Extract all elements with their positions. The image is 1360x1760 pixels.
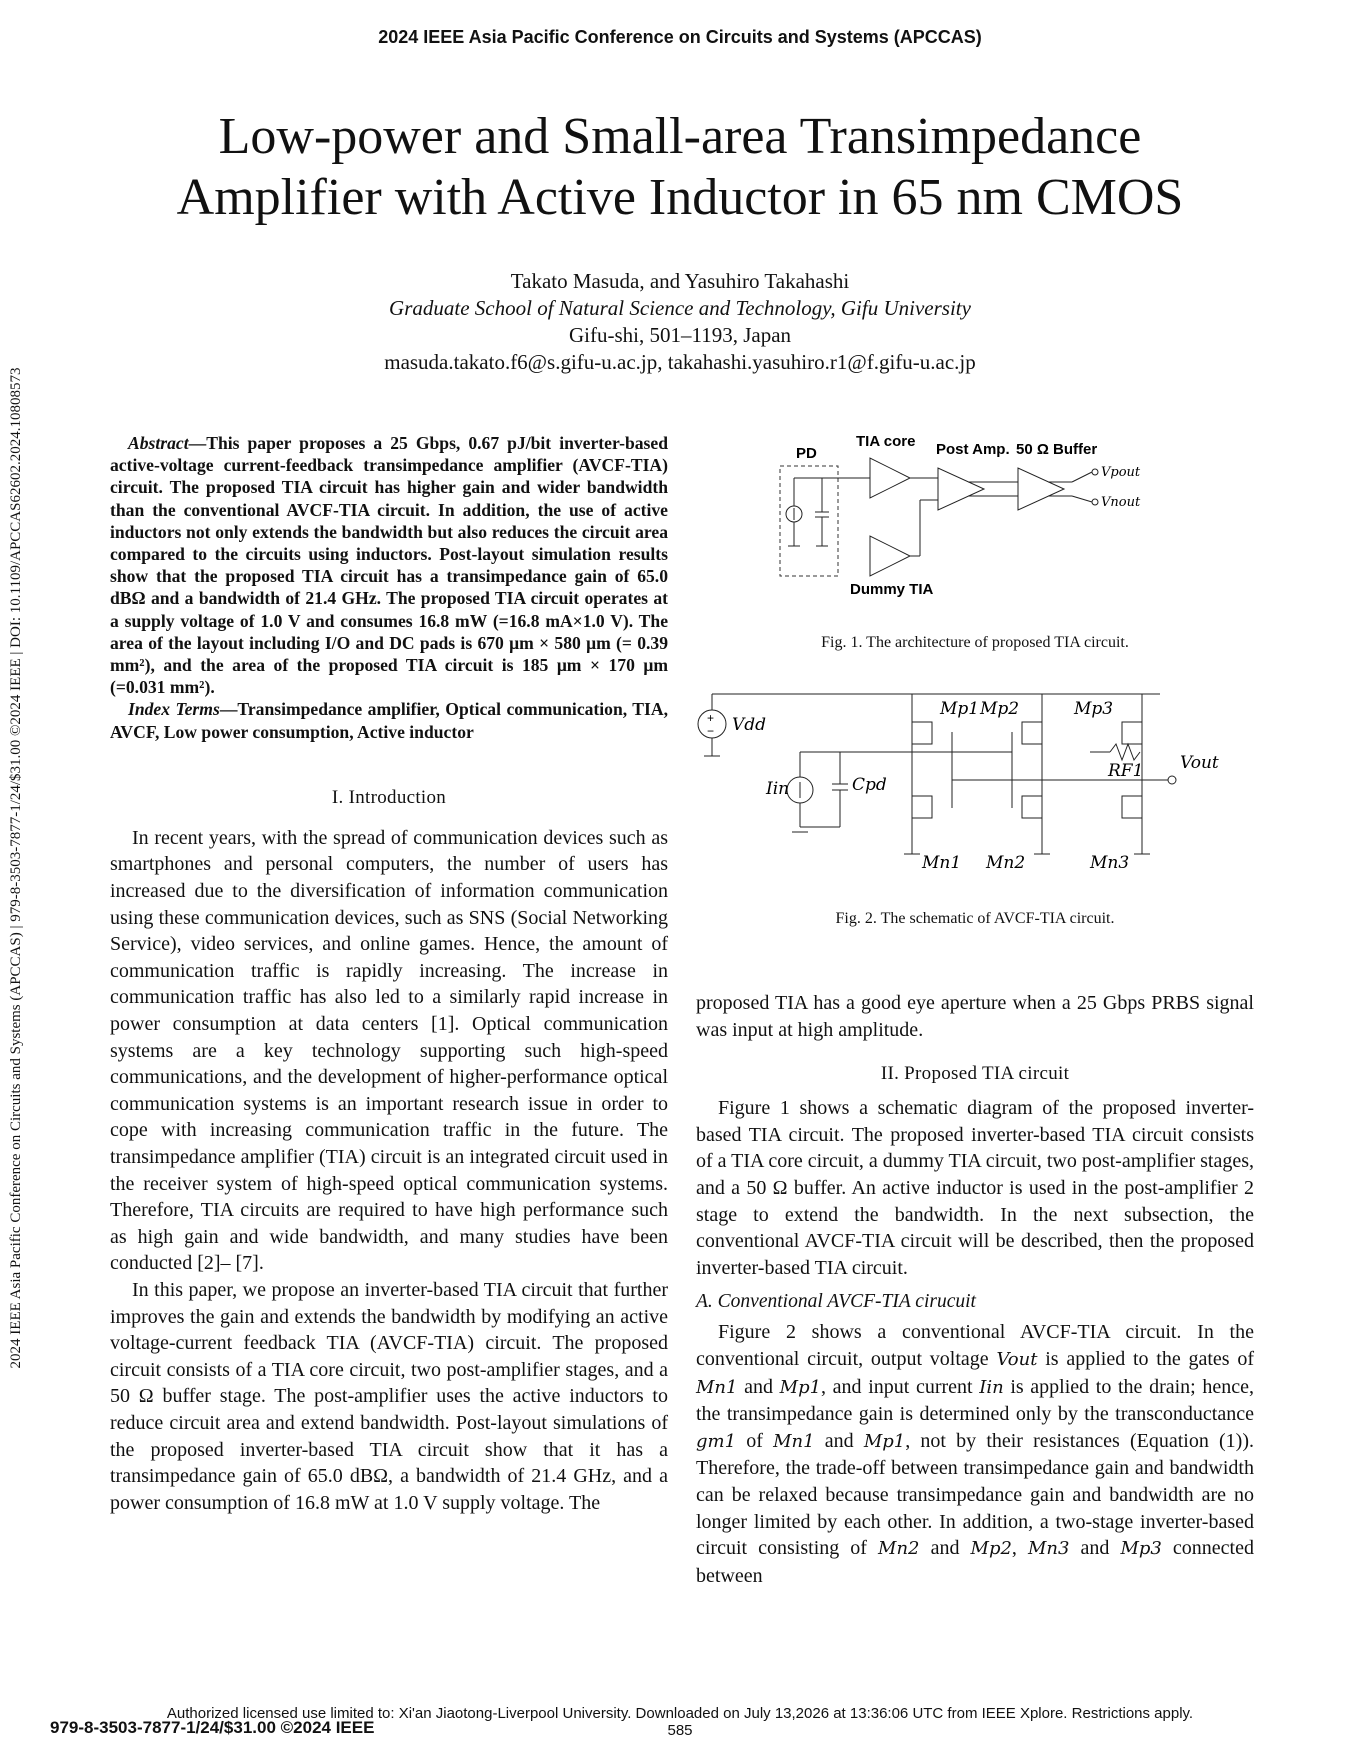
fig1-vnout-label: Vnout xyxy=(1101,495,1141,510)
secA-math-mn1: Mn1 xyxy=(696,1376,738,1398)
intro-paragraph-1: In recent years, with the spread of communication devices such as smartphones and personal computers, the number of users has increased due to the diversification of information communication using these communication devices, such as SNS (Social Networking Service), video services, and online games. Hence, the amount of communication traffic is rapidly increasing. The increase in communication traffic has also led to a similarly rapid increase in power consumption at data centers [1]. Optical communication systems are a key technology supporting such high-speed communications, and the development of higher-performance optical communication systems is an important research issue in order to cope with increasing communication traffic in the future. The transimpedance amplifier (TIA) circuit is an integrated circuit used in the receiver system of high-speed optical communication systems. Therefore, TIA circuits are required to have high performance such as high gain and wide bandwidth, and many studies have been conducted [2]– [7]. xyxy=(110,826,668,1275)
secA-text-3: , and input current xyxy=(821,1375,980,1398)
secA-text-comma: , xyxy=(1011,1537,1028,1560)
intro-paragraph-2: In this paper, we propose an inverter-based TIA circuit that further improves the gain and extends the bandwidth by modifying an active voltage-current feedback TIA (AVCF-TIA) circuit. The proposed circuit consists of a TIA core circuit, two post-amplifier stages, and a 50 Ω buffer stage. The post-amplifier uses the active inductors to reduce circuit area and extend bandwidth. Post-layout simulations of the proposed inverter-based TIA circuit show that it has a transimpedance gain of 65.0 dBΩ, a bandwidth of 21.4 GHz, and a power consumption of 16.8 mW at 1.0 V supply voltage. The xyxy=(110,1278,668,1514)
side-doi-text: 2024 IEEE Asia Pacific Conference on Circuits and Systems (APCCAS) | 979-8-3503-7877-1/24/$31.00 ©2024 IEEE | DOI: 10.1109/APCCAS62602.2024.10808573 xyxy=(8,367,24,1369)
subsection-title-a: A. Conventional AVCF-TIA cirucuit xyxy=(696,1291,976,1313)
figure-2-schematic xyxy=(690,672,1250,882)
tia-core-amplifier-icon xyxy=(870,458,910,498)
secA-math-mp3: Mp3 xyxy=(1120,1538,1162,1560)
vdd-minus-sign: − xyxy=(707,724,715,738)
abstract-label: Abstract xyxy=(128,433,189,453)
section-title-proposed: II. Proposed TIA circuit xyxy=(880,1063,1070,1085)
post-amp-icon xyxy=(938,468,984,510)
secA-text-1: Figure 2 shows a conventional AVCF-TIA circuit. In the conventional circuit, output voltage xyxy=(696,1321,1254,1370)
fig2-mp1-label: Mp1 xyxy=(940,699,980,719)
author-affiliation: Graduate School of Natural Science and Technology, Gifu University xyxy=(389,296,971,320)
secA-math-iin: Iin xyxy=(979,1376,1004,1398)
transistor-mn1-icon xyxy=(912,796,932,818)
secA-text-5: , not by their resistances (Equation (1)). Therefore, the trade-off between transimpedance gain and bandwidth can be relaxed because transimpedance gain and bandwidth are no longer limited by each other. In addition, a two-stage inverter-based circuit consisting of xyxy=(696,1429,1254,1560)
fig2-mp2-label: Mp2 xyxy=(980,699,1020,719)
secA-math-gm1: gm1 xyxy=(696,1430,737,1452)
secA-text-6: connected between xyxy=(696,1537,1254,1587)
secA-text-of: of xyxy=(736,1429,774,1452)
figure-1-architecture xyxy=(760,428,1180,608)
right-paragraph-continued: proposed TIA has a good eye aperture when a 25 Gbps PRBS signal was input at high amplitude. xyxy=(696,992,1254,1041)
index-terms-text: —Transimpedance amplifier, Optical communication, TIA, AVCF, Low power consumption, Active inductor xyxy=(110,699,668,742)
figure-2-caption: Fig. 2. The schematic of AVCF-TIA circuit. xyxy=(835,910,1115,927)
secA-text-4: is applied to the drain; hence, the transimpedance gain is determined only by the transconductance xyxy=(696,1375,1254,1426)
title-line-1: Low-power and Small-area Transimpedance xyxy=(218,108,1142,165)
footer-isbn: 979-8-3503-7877-1/24/$31.00 ©2024 IEEE xyxy=(50,1718,375,1737)
left-column xyxy=(110,432,668,1516)
fig2-mn1-label: Mn1 xyxy=(922,853,962,873)
fig1-dummy-label: Dummy TIA xyxy=(850,581,934,598)
secA-text-and1: and xyxy=(737,1375,780,1398)
secA-text-and4: and xyxy=(1069,1537,1121,1560)
fig1-post-amp-label: Post Amp. xyxy=(936,441,1010,458)
fig2-vout-label: Vout xyxy=(1180,753,1219,773)
resistor-rf1-icon xyxy=(1110,744,1140,760)
conference-header: 2024 IEEE Asia Pacific Conference on Circuits and Systems (APCCAS) xyxy=(378,27,982,47)
author-emails: masuda.takato.f6@s.gifu-u.ac.jp, takahashi.yasuhiro.r1@f.gifu-u.ac.jp xyxy=(384,350,976,374)
author-names: Takato Masuda, and Yasuhiro Takahashi xyxy=(510,269,850,293)
fig2-rf1-label: RF1 xyxy=(1108,761,1144,781)
secA-math-mn2: Mn2 xyxy=(878,1538,920,1560)
author-block xyxy=(0,268,1360,376)
fig2-mn3-label: Mn3 xyxy=(1090,853,1130,873)
fig2-vdd-label: Vdd xyxy=(732,715,767,735)
index-terms xyxy=(110,698,668,742)
fig2-cpd-label: Cpd xyxy=(852,775,887,795)
dummy-tia-amplifier-icon xyxy=(870,536,910,576)
vdd-plus-sign: + xyxy=(707,711,715,725)
sectionA-paragraph-1 xyxy=(696,1319,1254,1589)
secA-math-mp1: Mp1 xyxy=(779,1376,822,1398)
secA-text-2: is applied to the gates of xyxy=(1037,1347,1254,1370)
secA-math-mp1b: Mp1 xyxy=(863,1430,906,1452)
vout-terminal xyxy=(1168,776,1176,784)
figure-1-caption: Fig. 1. The architecture of proposed TIA circuit. xyxy=(821,634,1129,651)
paper-title xyxy=(80,106,1280,228)
secA-text-and2: and xyxy=(814,1429,864,1452)
title-line-2: Amplifier with Active Inductor in 65 nm CMOS xyxy=(176,169,1184,226)
right-column xyxy=(696,990,1254,1589)
transistor-mp2-icon xyxy=(1022,722,1042,744)
fig2-iin-label: Iin xyxy=(766,779,790,799)
fig1-pd-label: PD xyxy=(796,445,817,462)
abstract-text: —This paper proposes a 25 Gbps, 0.67 pJ/bit inverter-based active-voltage current-feedback transimpedance amplifier (AVCF-TIA) circuit. The proposed TIA circuit has higher gain and wider bandwidth than the conventional AVCF-TIA circuit. In addition, the use of active inductors not only extends the bandwidth but also reduces the circuit area compared to the circuits using inductors. Post-layout simulation results show that the proposed TIA circuit has a transimpedance gain of 65.0 dBΩ and a bandwidth of 21.4 GHz. The proposed TIA circuit operates at a supply voltage of 1.0 V and consumes 16.8 mW (=16.8 mA×1.0 V). The area of the layout including I/O and DC pads is 670 μm × 580 μm (= 0.39 mm²), and the area of the proposed TIA circuit is 185 μm × 170 μm (=0.031 mm²). xyxy=(110,433,668,698)
transistor-mp3-icon xyxy=(1122,722,1142,744)
fig1-tia-core-label: TIA core xyxy=(856,433,916,450)
pd-box xyxy=(780,466,838,576)
author-address: Gifu-shi, 501–1193, Japan xyxy=(568,323,792,347)
buffer-amplifier-icon xyxy=(1018,468,1064,510)
secA-math-vout: Vout xyxy=(996,1348,1038,1370)
page-number: 585 xyxy=(667,1722,693,1739)
footer-authorized-text: Authorized licensed use limited to: Xi'an Jiaotong-Liverpool University. Downloaded on July 13,2026 at 13:36:06 UTC from IEEE Xplore. Restrictions apply. xyxy=(166,1705,1194,1722)
secA-math-mn3: Mn3 xyxy=(1027,1538,1070,1560)
fig1-buffer-label: 50 Ω Buffer xyxy=(1016,441,1098,458)
fig2-mp3-label: Mp3 xyxy=(1074,699,1114,719)
abstract xyxy=(110,432,668,698)
section-title-introduction: I. Introduction xyxy=(331,786,447,808)
transistor-mn2-icon xyxy=(1022,796,1042,818)
fig1-vpout-label: Vpout xyxy=(1101,465,1141,480)
section2-paragraph-1: Figure 1 shows a schematic diagram of the proposed inverter-based TIA circuit. The proposed inverter-based TIA circuit consists of a TIA core circuit, a dummy TIA circuit, two post-amplifier stages, and a 50 Ω buffer. An active inductor is used in the post-amplifier 2 stage to extend the bandwidth. In the next subsection, the conventional AVCF-TIA circuit will be described, then the proposed inverter-based TIA circuit. xyxy=(696,1097,1254,1279)
fig2-mn2-label: Mn2 xyxy=(986,853,1026,873)
secA-math-mp2: Mp2 xyxy=(970,1538,1012,1560)
index-terms-label: Index Terms xyxy=(128,699,220,720)
transistor-mp1-icon xyxy=(912,722,932,744)
transistor-mn3-icon xyxy=(1122,796,1142,818)
secA-text-and3: and xyxy=(919,1537,971,1560)
secA-math-mn1b: Mn1 xyxy=(773,1430,815,1452)
